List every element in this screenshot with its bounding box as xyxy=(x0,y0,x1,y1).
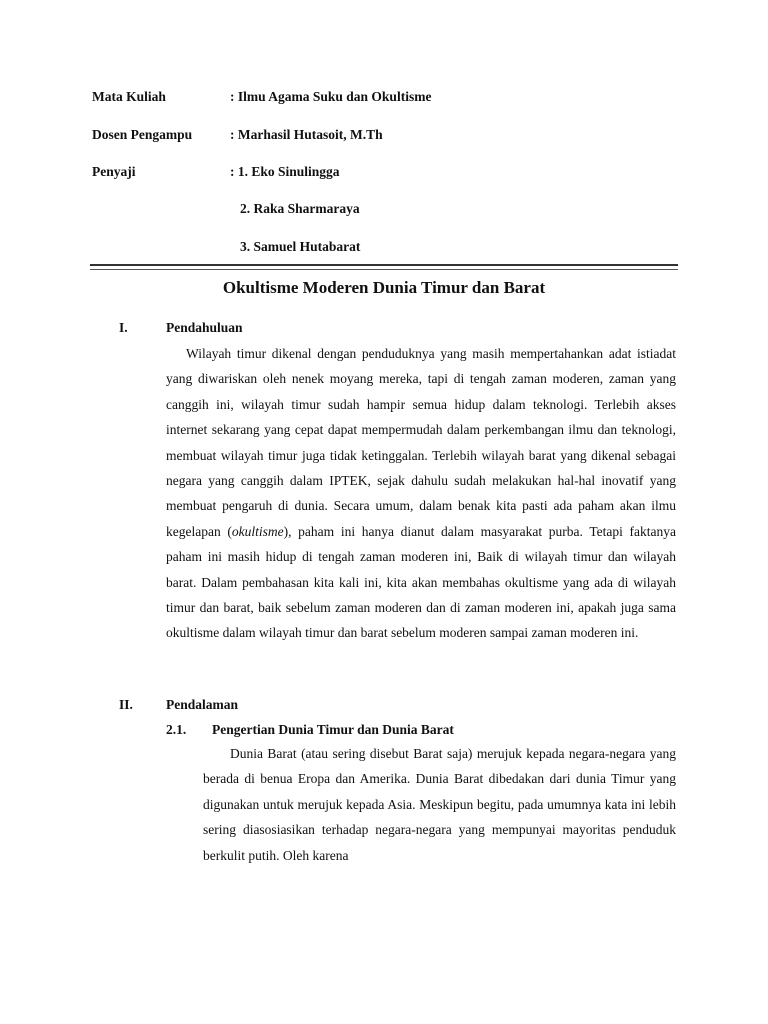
meta-presenters-label: Penyaji xyxy=(92,164,136,179)
meta-presenter-3: 3. Samuel Hutabarat xyxy=(240,239,361,254)
meta-presenter-2: 2. Raka Sharmaraya xyxy=(240,201,360,216)
section-2-title: Pendalaman xyxy=(166,697,239,712)
section-1-number: I. xyxy=(119,320,128,335)
section-1-title: Pendahuluan xyxy=(166,320,243,335)
meta-lecturer-label: Dosen Pengampu xyxy=(92,127,193,142)
section-1-paragraph xyxy=(166,341,676,646)
meta-course-value: : Ilmu Agama Suku dan Okultisme xyxy=(230,89,432,104)
subsection-2-1-paragraph xyxy=(203,741,676,868)
subsection-2-1-text: Dunia Barat (atau sering disebut Barat saja) merujuk kepada negara-negara yang berada di benua Eropa dan Amerika. Dunia Barat dibedakan dari dunia Timur yang digunakan untuk merujuk kepada Asia. Meskipun begitu, pada umumnya kata ini lebih sering diasosiasikan terhadap negara-negara yang mempunyai mayoritas penduduk berkulit putih. Oleh karena xyxy=(203,746,676,863)
section-1-text-italic: okultisme xyxy=(231,523,284,539)
meta-presenters-value: : 1. Eko Sinulingga xyxy=(230,164,340,179)
section-2-number: II. xyxy=(119,697,133,712)
subsection-2-1-number: 2.1. xyxy=(166,722,187,737)
subsection-2-1-title: Pengertian Dunia Timur dan Dunia Barat xyxy=(212,722,454,737)
document-title: Okultisme Moderen Dunia Timur dan Barat xyxy=(222,278,546,297)
meta-course-label: Mata Kuliah xyxy=(92,89,166,104)
header-divider-thin xyxy=(90,269,678,270)
meta-lecturer-value: : Marhasil Hutasoit, M.Th xyxy=(230,127,383,142)
header-divider-thick xyxy=(90,264,678,266)
section-1-text-a: Wilayah timur dikenal dengan penduduknya yang masih mempertahankan adat istiadat yang diwariskan oleh nenek moyang mereka, tapi di tengah zaman moderen, zaman yang canggih ini, wilayah timur sudah hampir semua hidup dalam teknologi. Terlebih akses internet sekarang yang cepat dapat mempermudah dalam perkembangan ilmu dan teknologi, membuat wilayah timur juga tidak ketinggalan. Terlebih wilayah barat yang dikenal sebagai negara yang canggih dalam IPTEK, sejak dahulu sudah melakukan hal-hal inovatif yang membuat pengaruh di dunia. Secara umum, dalam benak kita pasti ada paham akan ilmu kegelapan ( xyxy=(166,346,676,539)
section-1-text-b: ), paham ini hanya dianut dalam masyarakat purba. Tetapi faktanya paham ini masih hidup di tengah zaman moderen ini, Baik di wilayah timur dan wilayah barat. Dalam pembahasan kita kali ini, kita akan membahas okultisme yang ada di wilayah timur dan barat, baik sebelum zaman moderen dan di zaman moderen ini, apakah juga sama okultisme dalam wilayah timur dan barat sebelum moderen sampai zaman moderen ini. xyxy=(166,523,677,641)
